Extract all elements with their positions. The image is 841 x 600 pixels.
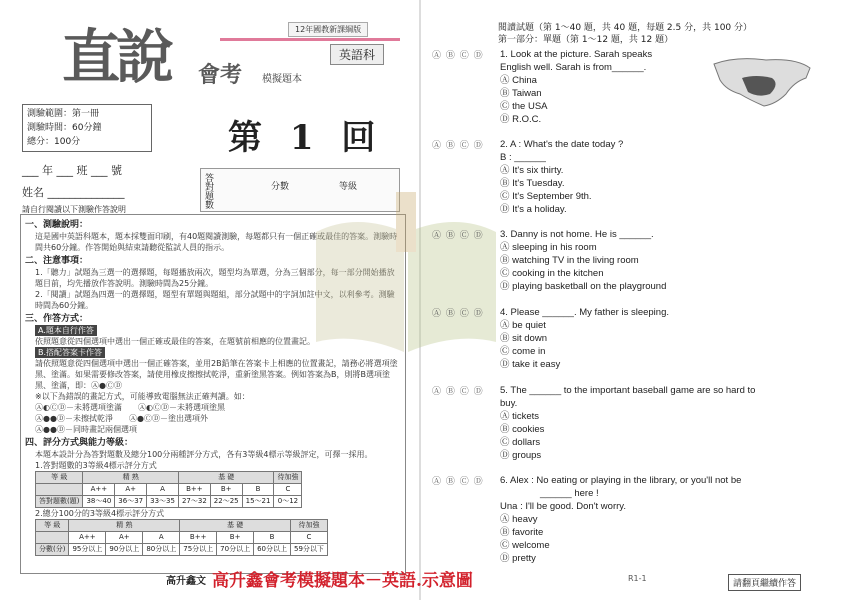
option: Ⓓ pretty xyxy=(500,553,536,564)
table-cell: 70分以上 xyxy=(217,544,254,556)
question-5 xyxy=(500,384,755,462)
grade-table-score xyxy=(35,519,328,556)
option: Ⓒ dollars xyxy=(500,437,541,448)
score-box-label-4: 數 xyxy=(205,201,215,211)
error-example: Ⓐ●●Ⓓ－同時畫記兩個選項 xyxy=(35,425,137,434)
option: Ⓒ the USA xyxy=(500,101,548,112)
question-stem: B : ______ xyxy=(500,152,546,163)
right-page xyxy=(420,0,841,600)
score-label: 分數 xyxy=(271,182,290,192)
section-title: 四、評分方式與能力等級： xyxy=(25,438,134,448)
table-cell: A+ xyxy=(106,532,143,544)
section-title: 三、作答方式： xyxy=(25,314,89,324)
question-stem: ______ here ! xyxy=(540,488,599,499)
question-2 xyxy=(500,138,623,216)
table-cell: B+ xyxy=(210,484,242,496)
table-cell: A xyxy=(147,484,179,496)
table-cell: 90分以上 xyxy=(106,544,143,556)
table-cell: 33～35 xyxy=(147,496,179,508)
student-fields xyxy=(22,160,125,204)
table-cell: 0～12 xyxy=(274,496,302,508)
exam-range: 測驗範圍：第一冊 xyxy=(27,109,100,119)
table-cell: 27～32 xyxy=(178,496,210,508)
table-cell: 基 礎 xyxy=(178,472,273,484)
table-cell: 60分以上 xyxy=(254,544,291,556)
decorative-bar xyxy=(220,38,400,41)
subject-label: 英語科 xyxy=(330,44,384,65)
score-box-label-3: 題 xyxy=(205,192,215,202)
table-cell: B++ xyxy=(180,532,217,544)
round-title: 第 1 回 xyxy=(228,118,384,158)
option: Ⓒ come in xyxy=(500,346,546,357)
score-box-label-2: 對 xyxy=(205,183,215,193)
question-stem: 3. Danny is not home. He is ______. xyxy=(500,229,654,240)
method-a-label: A.題本自行作答 xyxy=(35,325,97,336)
question-6 xyxy=(500,474,741,565)
page-number: R1-1 xyxy=(628,574,647,583)
section-body: 這是國中英語科題本，題本採雙面印刷，有40題閱讀測驗，每題都只有一個正確或最佳的答案。測驗時間共60分鐘。作答開始與結束請聽從監試人員的指示。 xyxy=(35,232,398,252)
table-cell: 待加強 xyxy=(274,472,302,484)
question-stem: 4. Please ______. My father is sleeping. xyxy=(500,307,669,318)
option: Ⓓ groups xyxy=(500,450,542,461)
option: Ⓓ It's a holiday. xyxy=(500,204,567,215)
answer-bubbles[interactable]: Ⓐ Ⓑ Ⓒ Ⓓ xyxy=(432,231,484,241)
table-cell: A++ xyxy=(83,484,115,496)
score-box-label-1: 答 xyxy=(205,174,215,184)
section-body: 依照題意從四個選項中選出一個正確或最佳的答案，在題號前相應的位置畫記。 xyxy=(35,337,315,346)
question-stem: English well. Sarah is from______. xyxy=(500,62,647,73)
table-cell: C xyxy=(274,484,302,496)
section-body: 請依照題意從四個選項中選出一個正確答案，並用2B鉛筆在答案卡上相應的位置畫記，請務必將選項塗黑、塗滿。如果需要修改答案，請使用橡皮擦擦拭乾淨，重新塗黑答案。例如答案為B，則將B選項塗黑、塗滿，即：Ⓐ●ⒸⒹ xyxy=(35,359,398,390)
table-cell: B xyxy=(242,484,274,496)
option: Ⓑ sit down xyxy=(500,333,547,344)
table-cell: 分數(分) xyxy=(36,544,69,556)
table-caption: 1.答對題數的3等級4標示評分方式 xyxy=(35,461,157,470)
answer-bubbles[interactable]: Ⓐ Ⓑ Ⓒ Ⓓ xyxy=(432,51,484,61)
question-stem: 1. Look at the picture. Sarah speaks xyxy=(500,49,653,60)
brand-title: 直說 xyxy=(62,23,171,91)
table-cell: 答對題數(題) xyxy=(36,496,83,508)
option: Ⓓ R.O.C. xyxy=(500,114,542,125)
option: Ⓑ cookies xyxy=(500,424,545,435)
reading-title: 閱讀試題（第 1～40 題，共 40 題，每題 2.5 分，共 100 分） xyxy=(498,23,753,33)
edition-tag: 12年國教新課綱版 xyxy=(288,22,368,37)
table-cell: 15～21 xyxy=(242,496,274,508)
question-stem: buy. xyxy=(500,398,518,409)
table-cell: 等 級 xyxy=(36,520,69,532)
table-cell: 精 熟 xyxy=(69,520,180,532)
question-stem: 2. A : What's the date today ? xyxy=(500,139,624,150)
continue-label: 請翻頁繼續作答 xyxy=(728,574,801,591)
table-cell: 59分以下 xyxy=(291,544,328,556)
option: Ⓐ heavy xyxy=(500,514,538,525)
table-cell: 等 級 xyxy=(36,472,83,484)
question-stem: 5. The ______ to the important baseball game are so hard to xyxy=(500,385,756,396)
section-note: ※以下為錯誤的畫記方式，可能導致電腦無法正確判讀。如： xyxy=(35,392,250,401)
level-label: 等級 xyxy=(339,182,358,192)
option: Ⓒ cooking in the kitchen xyxy=(500,268,604,279)
exam-info-box xyxy=(22,104,152,152)
option: Ⓑ favorite xyxy=(500,527,544,538)
method-b-label: B.搭配答案卡作答 xyxy=(35,347,105,358)
error-example: Ⓐ●●Ⓓ－未擦拭乾淨 Ⓐ●ⒸⒹ－塗出選項外 xyxy=(35,414,208,423)
section-title: 一、測驗說明： xyxy=(25,220,89,230)
map-picture xyxy=(706,54,816,112)
answer-bubbles[interactable]: Ⓐ Ⓑ Ⓒ Ⓓ xyxy=(432,141,484,151)
table-cell xyxy=(36,484,83,496)
option: Ⓐ tickets xyxy=(500,411,540,422)
name-field[interactable]: 姓名 ______________ xyxy=(22,186,125,199)
brand-suffix: 模擬題本 xyxy=(262,74,302,85)
table-cell: B+ xyxy=(217,532,254,544)
option: Ⓑ watching TV in the living room xyxy=(500,255,639,266)
option: Ⓐ be quiet xyxy=(500,320,546,331)
question-stem: 6. Alex : No eating or playing in the library, or you'll not be xyxy=(500,475,742,486)
exam-time: 測驗時間：60分鐘 xyxy=(27,123,102,133)
section-body: 1.「聽力」試題為三選一的選擇題，每題播放兩次，題型均為單選，分為三個部分，每一部分開始播放題目前，均先播放作答說明。測驗時間為25分鐘。 xyxy=(35,268,395,288)
section-body: 2.「閱讀」試題為四選一的選擇題，題型有單題與題組，部分試題中的字詞加註中文，以利參考。測驗時間為60分鐘。 xyxy=(35,290,395,310)
section-title: 二、注意事項： xyxy=(25,256,89,266)
table-cell: 38～40 xyxy=(83,496,115,508)
table-cell: 36～37 xyxy=(115,496,147,508)
question-1 xyxy=(500,48,652,126)
reading-header xyxy=(498,22,752,46)
option: Ⓐ It's six thirty. xyxy=(500,165,564,176)
option: Ⓒ welcome xyxy=(500,540,550,551)
table-cell: 精 熟 xyxy=(83,472,178,484)
table-cell: B++ xyxy=(178,484,210,496)
reading-notice: 請自行閱讀以下測驗作答說明 xyxy=(22,205,126,214)
publisher-name: 高升鑫文 xyxy=(166,576,206,587)
question-stem: Una : I'll be good. Don't worry. xyxy=(500,501,626,512)
option: Ⓑ It's Tuesday. xyxy=(500,178,565,189)
sample-ribbon: 高升鑫會考模擬題本－英語.示意圖 xyxy=(212,571,473,591)
option: Ⓒ It's September 9th. xyxy=(500,191,592,202)
error-example: Ⓐ◐ⒸⒹ－未將選項塗滿 Ⓐ◐ⒸⒹ－未將選項塗黑 xyxy=(35,403,225,412)
table-cell: 80分以上 xyxy=(143,544,180,556)
answer-bubbles[interactable]: Ⓐ Ⓑ Ⓒ Ⓓ xyxy=(432,387,484,397)
option: Ⓑ Taiwan xyxy=(500,88,542,99)
question-4 xyxy=(500,306,669,371)
table-cell xyxy=(36,532,69,544)
table-cell: 待加強 xyxy=(291,520,328,532)
option: Ⓓ take it easy xyxy=(500,359,561,370)
table-cell: A+ xyxy=(115,484,147,496)
option: Ⓓ playing basketball on the playground xyxy=(500,281,667,292)
table-cell: B xyxy=(254,532,291,544)
answer-bubbles[interactable]: Ⓐ Ⓑ Ⓒ Ⓓ xyxy=(432,477,484,487)
answer-bubbles[interactable]: Ⓐ Ⓑ Ⓒ Ⓓ xyxy=(432,309,484,319)
section-body: 本題本設計分為答對題數及總分100分兩種評分方式，各有3等級4標示等級評定，可擇一採用。 xyxy=(35,450,373,459)
question-3 xyxy=(500,228,666,293)
option: Ⓐ sleeping in his room xyxy=(500,242,597,253)
class-number-field[interactable]: ___ 年 ___ 班 ___ 號 xyxy=(22,164,122,177)
table-cell: A xyxy=(143,532,180,544)
table-cell: 22～25 xyxy=(210,496,242,508)
table-cell: 75分以上 xyxy=(180,544,217,556)
exam-total: 總分：100分 xyxy=(27,137,81,147)
grade-table-count xyxy=(35,471,302,508)
reading-part: 第一部分：單題（第 1～12 題，共 12 題） xyxy=(498,35,674,45)
table-cell: 基 礎 xyxy=(180,520,291,532)
table-caption: 2.總分100分的3等級4標示評分方式 xyxy=(35,509,165,518)
brand-subtitle: 會考 xyxy=(198,62,243,88)
table-cell: C xyxy=(291,532,328,544)
table-cell: A++ xyxy=(69,532,106,544)
option: Ⓐ China xyxy=(500,75,537,86)
table-cell: 95分以上 xyxy=(69,544,106,556)
